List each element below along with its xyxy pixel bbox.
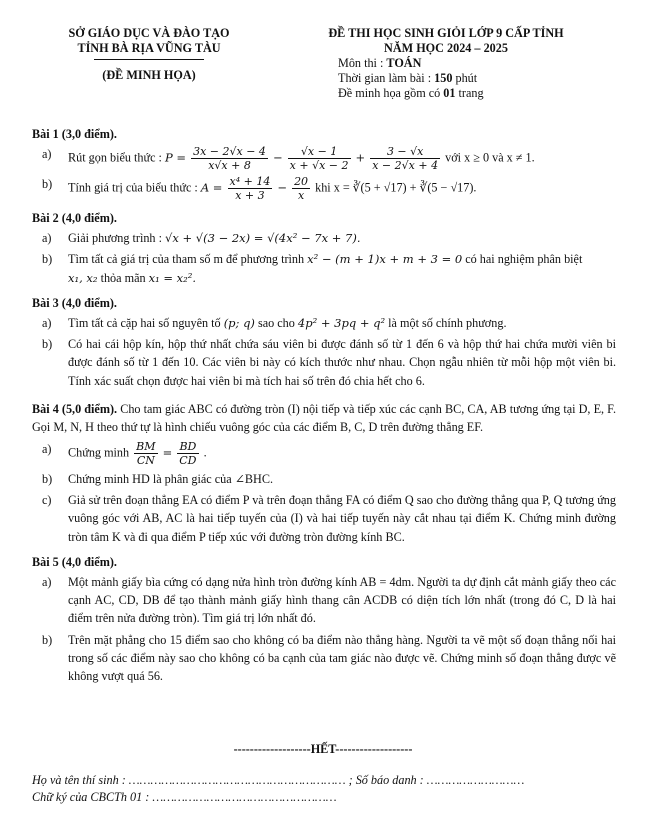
department-line-2: TỈNH BÀ RỊA VŨNG TÀU (77, 41, 221, 55)
problem-2-title: Bài 2 (4,0 điểm). (32, 211, 117, 225)
problem-1b: b) Tính giá trị của biểu thức : A = $\frac{\text{x⁴ + 14}}{x + 3}$ − $\frac{20}{x}$ khi x = ∛(5 + √17) + ∛(5 − √17). (42, 175, 477, 202)
problem-5a: a) Một mảnh giấy bìa cứng có dạng nửa hình tròn đường kính AB = 4dm. Người ta dự định cắt mảnh giấy theo các cạnh AC, CD, DB để tạo thành mảnh giấy hình thang cân ACDB có diện tích lớn nhất (trong đó C, D là hai điểm trên nửa đường tròn). Tìm giá trị lớn nhất đó. (42, 574, 616, 626)
problem-1a: a) Rút gọn biểu thức : P = $\frac{3x - 2√x - 4}{x√x + 8}$ − $\frac{√x - 1}{x + √x - 2}$ + $\frac{3 - √x}{x - 2√x + 4}$ với x ≥ 0 và x ≠ 1. (42, 145, 535, 172)
fraction: $\frac{\text{x⁴ + 14}}{x + 3}$ (229, 175, 271, 202)
fraction: $\frac{BD}{CD}$ (179, 439, 197, 467)
fraction: $\frac{√x - 1}{x + √x - 2}$ (289, 145, 349, 172)
school-year: NĂM HỌC 2024 – 2025 (384, 41, 508, 55)
exam-content (32, 118, 616, 686)
subject-value: TOÁN (386, 56, 422, 70)
problem-5b: b) Trên mặt phẳng cho 15 điểm sao cho không có ba điểm nào thẳng hàng. Người ta vẽ một số đoạn thẳng nối hai trong số các điểm này sao cho không có ba cạnh của tam giác nào được vẽ. Chứng minh số đoạn thẳng được vẽ không vượt quá 56. (42, 632, 616, 684)
exam-header (276, 26, 616, 101)
fraction: $\frac{BM}{CN}$ (136, 439, 156, 467)
problem-3a: a) Tìm tất cả cặp hai số nguyên tố (p; q) sao cho 4p² + 3pq + q² là một số chính phương. (42, 315, 507, 330)
problem-4c: c) Giả sử trên đoạn thẳng EA có điểm P và trên đoạn thẳng FA có điểm Q sao cho đường thẳng qua P, Q tương ứng vuông góc với AB, AC là hai tiếp tuyến của (I) và hai tiếp tuyến này cắt nhau tại điểm K. Chứng minh đường tròn tâm K và đi qua điểm P tiếp xúc với đường tròn đường kính BC. (42, 492, 616, 544)
invigilator-signature-line: Chữ ký của CBCTh 01 : …………………………………………… (32, 790, 337, 804)
problem-1-title: Bài 1 (3,0 điểm). (32, 127, 117, 141)
time-value: 150 (434, 71, 453, 85)
sample-label: (ĐỀ MINH HỌA) (102, 68, 196, 82)
department-line-1: SỞ GIÁO DỤC VÀ ĐÀO TẠO (68, 26, 230, 40)
problem-4-title: Bài 4 (5,0 điểm). (32, 402, 118, 417)
time-line: Thời gian làm bài : 150 phút (338, 71, 478, 85)
problem-4b: b) Chứng minh HD là phân giác của ∠BHC. (42, 471, 274, 486)
fraction: $\frac{3x - 2√x - 4}{x√x + 8}$ (193, 145, 266, 172)
department-header (44, 26, 254, 83)
pages-line: Đề minh họa gồm có 01 trang (338, 86, 484, 100)
problem-4-intro: Bài 4 (5,0 điểm). Cho tam giác ABC có đường tròn (I) nội tiếp và tiếp xúc các cạnh BC, CA, AB tương ứng tại D, E, F. Gọi M, N, H theo thứ tự là hình chiếu vuông góc của các điểm B, C, D trên đường thẳng EF. (32, 402, 616, 435)
end-mark: -------------------HẾT------------------- (233, 742, 413, 756)
exam-title: ĐỀ THI HỌC SINH GIỎI LỚP 9 CẤP TỈNH (328, 26, 564, 40)
problem-3-title: Bài 3 (4,0 điểm). (32, 295, 117, 310)
fraction: $\frac{3 - √x}{x - 2√x + 4}$ (372, 145, 439, 172)
subject-line: Môn thi : TOÁN (338, 56, 422, 70)
pages-value: 01 (443, 86, 456, 100)
fraction: $\frac{20}{x}$ (294, 175, 309, 202)
header-divider (94, 59, 204, 60)
footer (32, 772, 524, 806)
candidate-info-line: Họ và tên thí sinh : …………………………………………………… ; Số báo danh : ……………………… (32, 773, 525, 787)
problem-3b: b) Có hai cái hộp kín, hộp thứ nhất chứa sáu viên bi được đánh số từ 1 đến 6 và hộp thứ hai chứa mười viên bi được đánh số từ 1 đến 10. Các viên bi này có kích thước như nhau. Chọn ngẫu nhiên từ mỗi hộp một viên bi. Tính xác suất chọn được hai viên bi mà tích hai số trên đó chia hết cho 6. (42, 337, 616, 388)
problem-2a: a) Giải phương trình : √x + √(3 − 2x) = √(4x² − 7x + 7). (42, 231, 361, 245)
problem-4a: a) Chứng minh $\frac{BM}{CN}$ = $\frac{BD}{CD}$ . (42, 439, 207, 467)
problem-5-title: Bài 5 (4,0 điểm). (32, 554, 117, 569)
problem-2b: b) Tìm tất cả giá trị của tham số m để phương trình x² − (m + 1)x + m + 3 = 0 có hai nghiệm phân biệt x₁, x₂ thỏa mãn x₁ = x₂². (42, 252, 583, 285)
